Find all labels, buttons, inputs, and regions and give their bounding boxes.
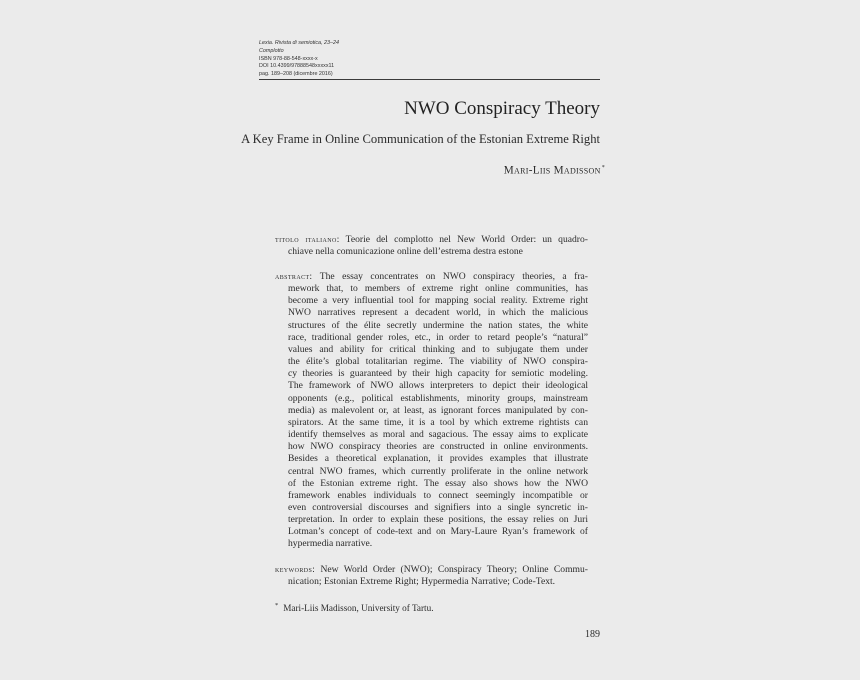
italian-title-line: chiave nella comunicazione online dell’estrema destra estone [288, 246, 523, 258]
abstract-line: become a very influential tool for mapping social reality. Extreme right [288, 295, 588, 307]
keywords-line: keywords: New World Order (NWO); Conspiracy Theory; Online Commu- [275, 564, 588, 575]
footnote-text: Mari-Liis Madisson, University of Tartu. [283, 603, 434, 614]
abstract-line: NWO narratives represent a decadent world, in which the malicious [288, 307, 588, 319]
author-footnote-mark: * [601, 165, 605, 171]
abstract-line: even controversial discourses and signifiers into a single syncretic in- [288, 501, 588, 513]
abstract-line: identify themselves as moral and sagacious. The essay aims to explicate [288, 429, 588, 441]
keywords-line: nication; Estonian Extreme Right; Hypermedia Narrative; Code-Text. [288, 576, 556, 588]
abstract-line: The framework of NWO allows interpreters to depict their ideological [288, 380, 588, 392]
abstract-line: central NWO frames, which currently proliferate in the online network [288, 465, 588, 477]
footnote-mark: * [275, 602, 279, 609]
article-subtitle: A Key Frame in Online Communication of the Estonian Extreme Right [241, 132, 600, 146]
abstract-line: terpretation. In order to explain these positions, the essay relies on Juri [288, 514, 588, 526]
issue-theme: Complotto [259, 47, 284, 54]
author-name [504, 161, 605, 179]
abstract-line: spirators. At the same time, it is a tool by which extreme rightists can [288, 416, 588, 428]
keywords-block [275, 563, 588, 588]
abstract-line: opponents (e.g., political establishments, minority groups, mainstream [288, 392, 588, 404]
author-footnote [275, 600, 434, 614]
abstract-block [275, 270, 588, 551]
journal-metadata [259, 40, 339, 79]
abstract-line: hypermedia narrative. [288, 538, 373, 550]
author-name-text: Mari-Liis Madisson [503, 164, 601, 177]
abstract-line: how NWO conspiracy theories are constructed in online environments. [288, 441, 588, 453]
page-number: 189 [585, 629, 600, 640]
abstract-line: framework enables individuals to connect seemingly incompatible or [288, 489, 588, 501]
journal-citation: Lexia. Rivista di semiotica, 23–24 [259, 40, 340, 46]
italian-title-label: titolo italiano: [275, 234, 340, 244]
article-title: NWO Conspiracy Theory [404, 98, 600, 119]
italian-title-block [275, 233, 588, 258]
abstract-line: cy theories is guaranteed by their high capacity for semiotic modeling. [288, 368, 588, 380]
abstract-line: of the Estonian extreme right. The essay also shows how the NWO [288, 477, 588, 489]
isbn: ISBN 978-88-548-xxxx-x [259, 55, 318, 62]
italian-title-line: titolo italiano: Teorie del complotto nel New World Order: un quadro- [275, 234, 588, 245]
doi: DOI 10.4399/97888548xxxxx11 [259, 63, 335, 70]
header-rule [259, 79, 600, 80]
abstract-label: abstract: [275, 271, 313, 281]
abstract-line: the élite’s global totalitarian regime. The viability of NWO conspira- [288, 356, 588, 368]
page-range: pag. 189–208 (dicembre 2016) [259, 71, 333, 78]
abstract-line: race, traditional gender roles, etc., in order to retard people’s “natural” [288, 331, 588, 343]
abstract-line: Besides a theoretical explanation, it provides examples that illustrate [288, 453, 588, 465]
abstract-line: Lotman’s concept of code-text and on Mary-Laure Ryan’s framework of [288, 526, 588, 538]
abstract-line: values and ability for critical thinking and to subjugate them under [288, 343, 588, 355]
abstract-line: mework that, to members of extreme right online communities, has [288, 283, 588, 295]
abstract-line: structures of the élite secretly undermine the nation states, the white [288, 319, 588, 331]
abstract-line: abstract: The essay concentrates on NWO conspiracy theories, a fra- [275, 271, 588, 282]
keywords-label: keywords: [275, 564, 316, 574]
abstract-line: media) as malevolent or, at least, as ignorant forces manipulated by con- [288, 404, 588, 416]
